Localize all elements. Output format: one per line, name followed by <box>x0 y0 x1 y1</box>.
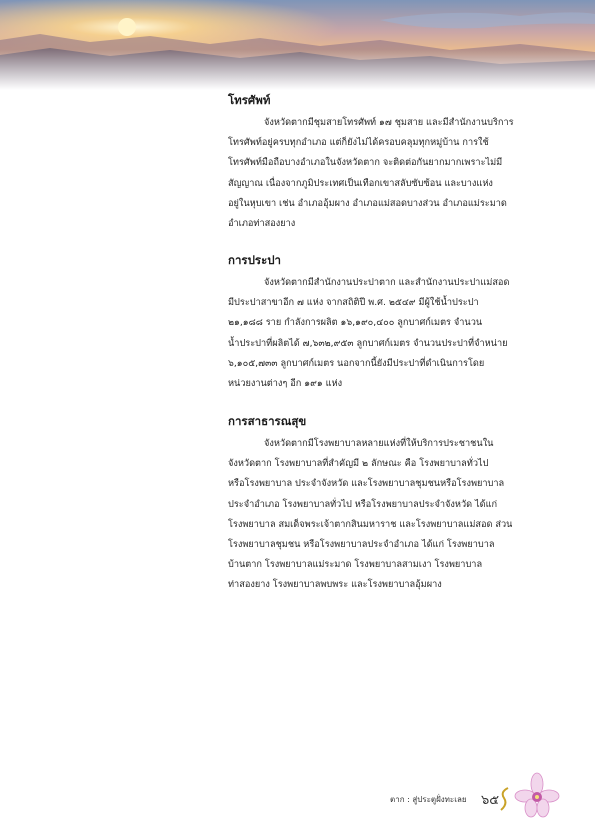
section-public-health <box>228 412 512 596</box>
section-water-supply <box>228 251 509 394</box>
paragraph-line: หน่วยงานต่างๆ อีก ๑๙๑ แห่ง <box>228 378 343 390</box>
paragraph-line: น้ำประปาที่ผลิตได้ ๗,๖๓๒,๙๕๓ ลูกบาศก์เมตร จำนวนประปาที่จำหน่าย <box>228 337 508 349</box>
section-heading: การสาธารณสุข <box>228 414 307 428</box>
paragraph-line: ๒๑,๑๘๘ ราย กำลังการผลิต ๑๖,๑๙๐,๔๐๐ ลูกบาศก์เมตร จำนวน <box>228 317 483 329</box>
paragraph-line: บ้านตาก โรงพยาบาลแม่ระมาด โรงพยาบาลสามเงา โรงพยาบาล <box>228 559 483 571</box>
page-number: ๖๕ <box>481 793 500 808</box>
paragraph-line: โทรศัพท์มือถือบางอำเภอในจังหวัดตาก จะติดต่อกันยากมากเพราะไม่มี <box>228 157 503 169</box>
swirl-ornament-icon <box>498 786 512 812</box>
paragraph-line: จังหวัดตากมีสำนักงานประปาตาก และสำนักงานประปาแม่สอด <box>264 277 510 288</box>
paragraph-line: โรงพยาบาลชุมชน หรือโรงพยาบาลประจำอำเภอ ได้แก่ โรงพยาบาล <box>228 539 495 551</box>
sunset-landscape-image <box>0 0 595 90</box>
paragraph-line: อำเภอท่าสองยาง <box>228 218 296 230</box>
header-banner <box>0 0 595 90</box>
paragraph-line: จังหวัดตากมีโรงพยาบาลหลายแห่งที่ให้บริการประชาชนใน <box>264 438 494 449</box>
section-telephone <box>228 91 514 234</box>
paragraph-line: โรงพยาบาล สมเด็จพระเจ้าตากสินมหาราช และโรงพยาบาลแม่สอด ส่วน <box>228 518 513 530</box>
paragraph-line: จังหวัดตากมีชุมสายโทรศัพท์ ๑๗ ชุมสาย และมีสำนักงานบริการ <box>264 117 514 128</box>
paragraph-line: หรือโรงพยาบาล ประจำจังหวัด และโรงพยาบาลชุมชนหรือโรงพยาบาล <box>228 478 505 490</box>
paragraph-line: จังหวัดตาก โรงพยาบาลที่สำคัญมี ๒ ลักษณะ คือ โรงพยาบาลทั่วไป <box>228 458 489 470</box>
page-footer <box>380 786 580 822</box>
section-paragraph <box>228 273 509 394</box>
paragraph-line: สัญญาณ เนื่องจากภูมิประเทศเป็นเทือกเขาสลับซับซ้อน และบางแห่ง <box>228 177 493 189</box>
orchid-flower-icon <box>512 772 562 822</box>
section-paragraph <box>228 113 514 234</box>
section-heading: การประปา <box>228 253 282 267</box>
footer-title: ตาก : สู่ประตูฝั่งทะเลย <box>390 795 467 804</box>
paragraph-line: อยู่ในหุบเขา เช่น อำเภออุ้มผาง อำเภอแม่สอดบางส่วน อำเภอแม่ระมาด <box>228 197 507 209</box>
section-paragraph <box>228 434 512 596</box>
paragraph-line: ๖,๑๐๕,๗๓๓ ลูกบาศก์เมตร นอกจากนี้ยังมีประปาที่ดำเนินการโดย <box>228 357 485 369</box>
section-heading: โทรศัพท์ <box>228 93 271 107</box>
paragraph-line: ประจำอำเภอ โรงพยาบาลทั่วไป หรือโรงพยาบาลประจำจังหวัด ได้แก่ <box>228 498 498 510</box>
paragraph-line: มีประปาสาขาอีก ๗ แห่ง จากสถิติปี พ.ศ. ๒๕๔๙ มีผู้ใช้น้ำประปา <box>228 297 479 309</box>
paragraph-line: ท่าสองยาง โรงพยาบาลพบพระ และโรงพยาบาลอุ้มผาง <box>228 579 442 591</box>
paragraph-line: โทรศัพท์อยู่ครบทุกอำเภอ แต่ก็ยังไม่ได้ครอบคลุมทุกหมู่บ้าน การใช้ <box>228 137 489 149</box>
